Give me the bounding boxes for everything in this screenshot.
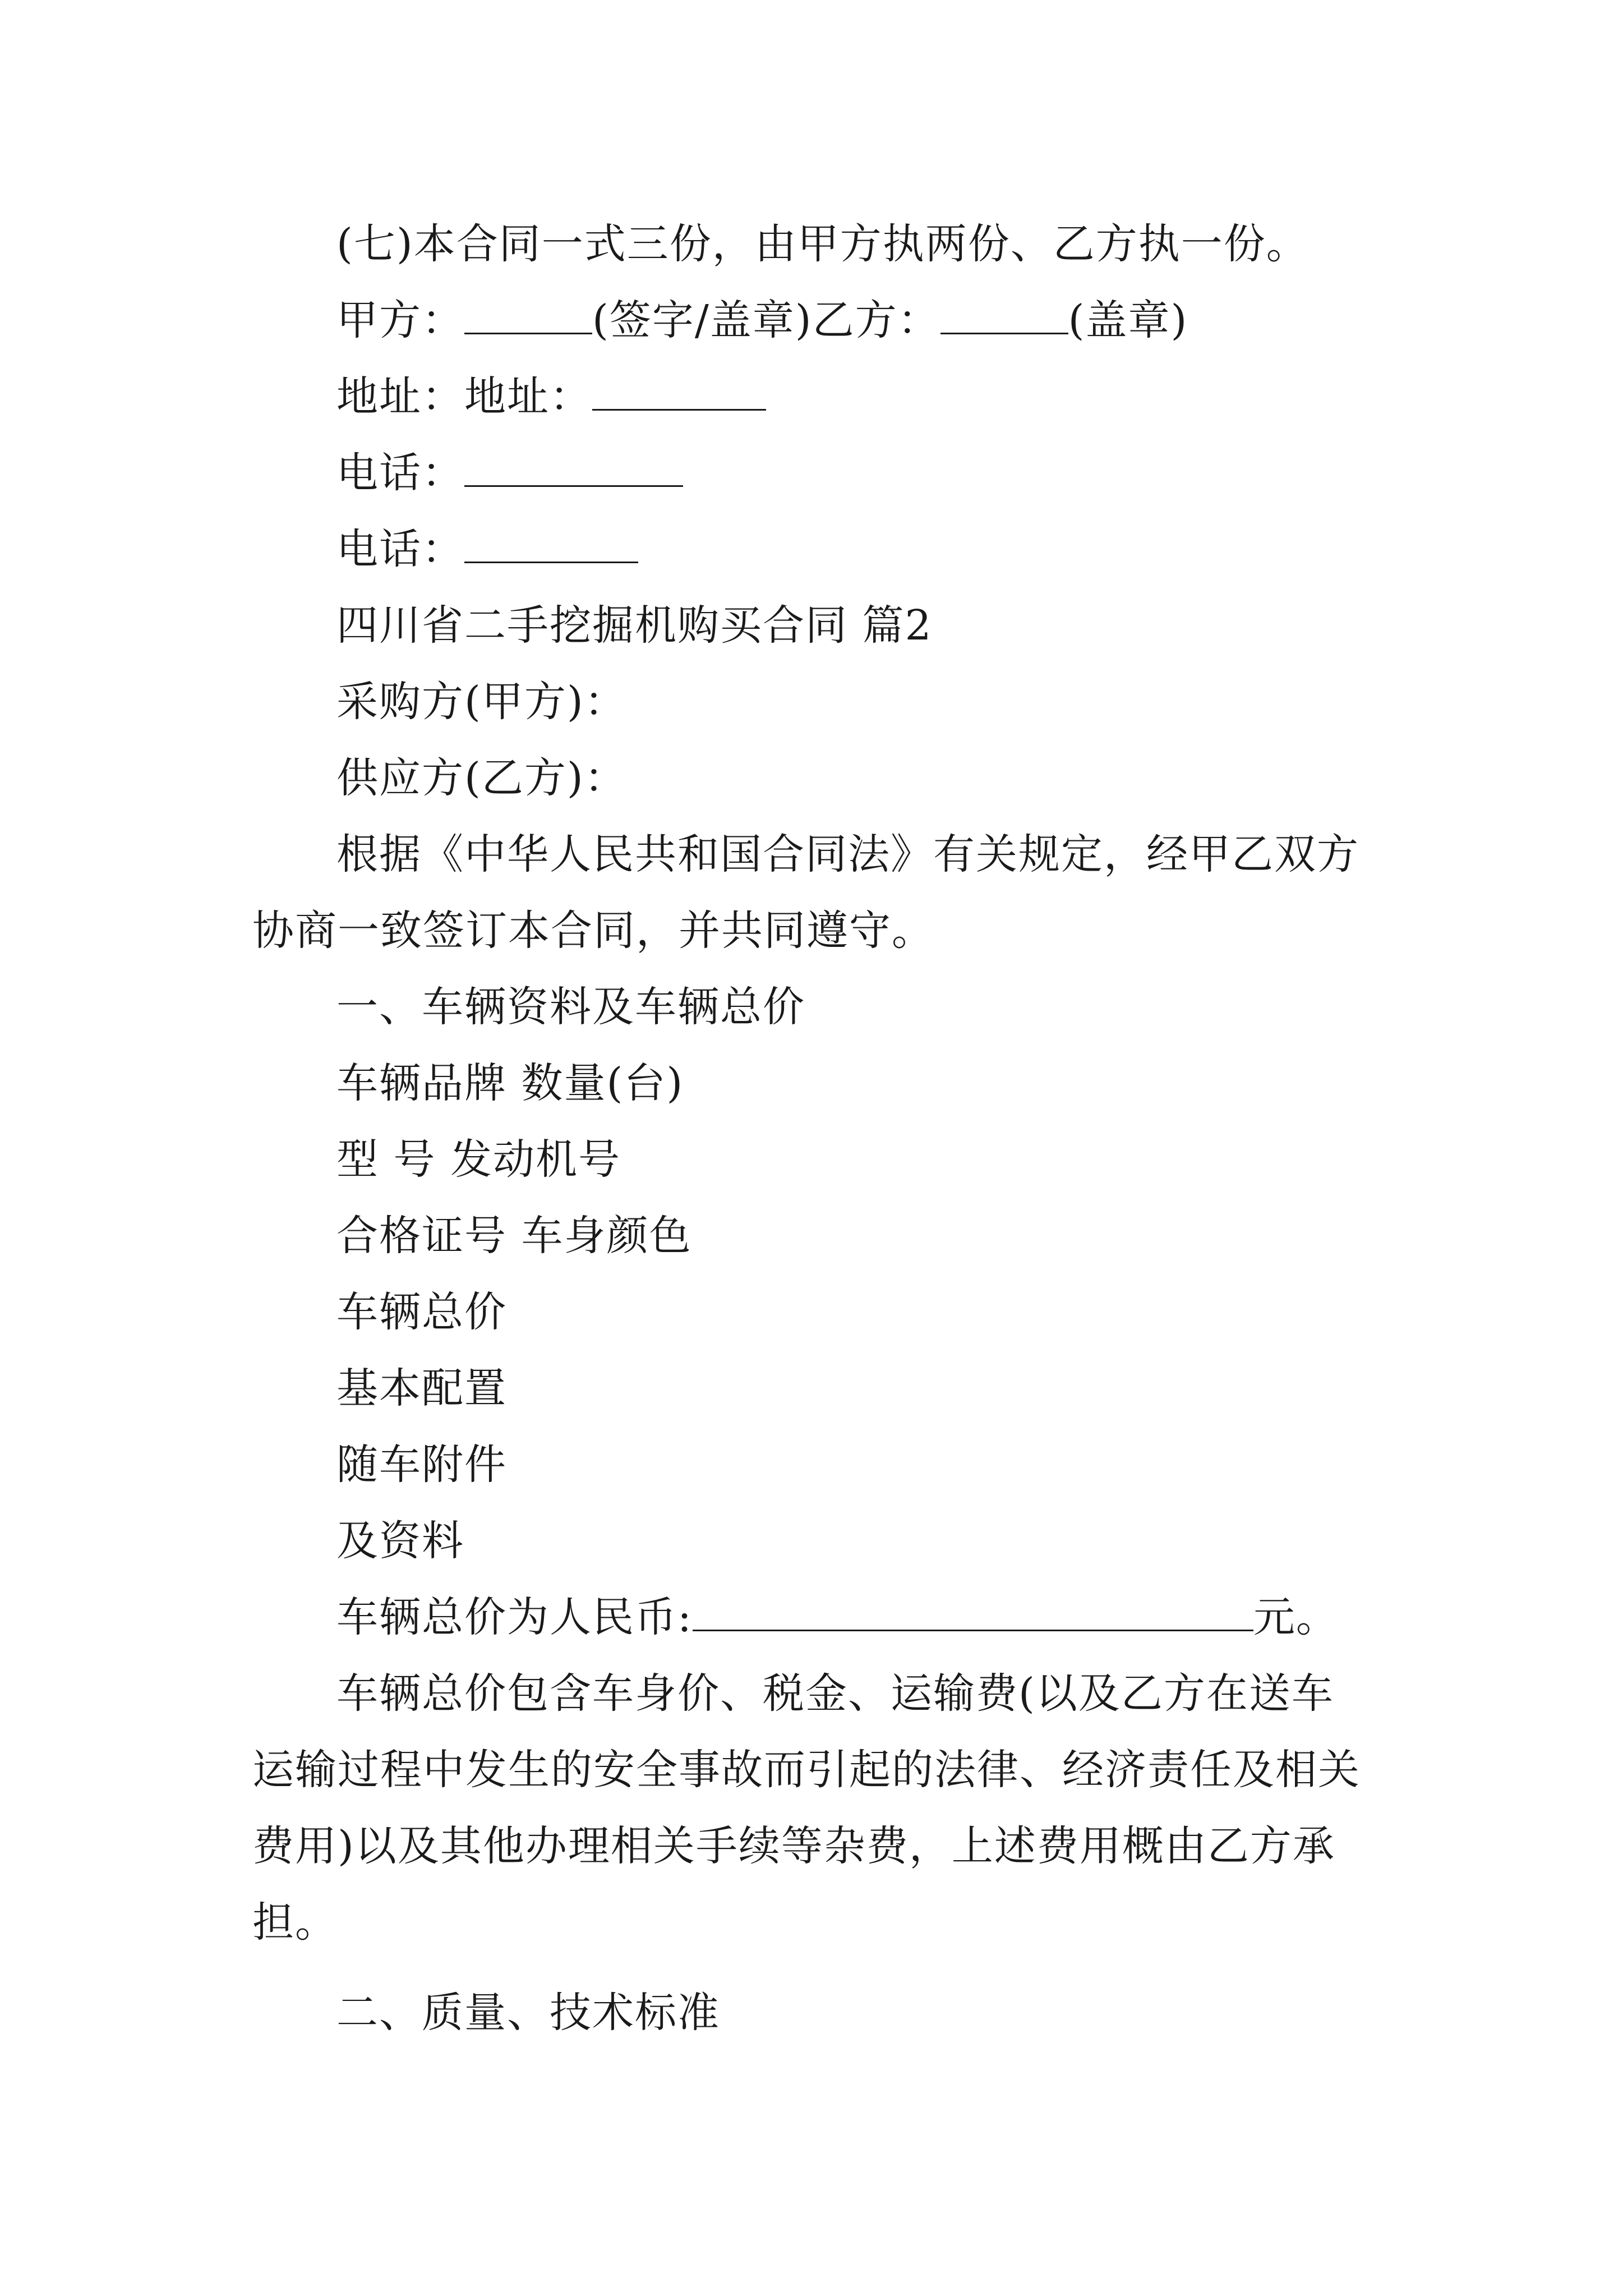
field-model-engine: 型 号 发动机号 [336, 1135, 621, 1184]
total-price-line [336, 1590, 1380, 1644]
preamble-line-1: 根据《中华人民共和国合同法》有关规定，经甲乙双方 [336, 830, 1359, 878]
field-total-price: 车辆总价 [336, 1288, 507, 1336]
field-accessories: 随车附件 [336, 1441, 507, 1489]
section-2-title: 二、质量、技术标准 [336, 1989, 720, 2037]
section-1-title: 一、车辆资料及车辆总价 [336, 983, 805, 1031]
party-b-suffix: (盖章) [1068, 296, 1188, 344]
address-label: 地址：地址： [336, 372, 592, 421]
price-note-line-2: 运输过程中发生的安全事故而引起的法律、经济责任及相关 [252, 1746, 1361, 1794]
price-note-line-4: 担。 [252, 1898, 338, 1947]
total-price-label: 车辆总价为人民币: [336, 1593, 693, 1641]
field-basic-config: 基本配置 [336, 1364, 507, 1412]
address-blank [592, 370, 766, 411]
party-a-signature-blank [464, 293, 592, 334]
price-note-line-3: 费用)以及其他办理相关手续等杂费，上述费用概由乙方承 [252, 1822, 1335, 1870]
phone-line-1 [336, 446, 1380, 500]
price-note-line-1: 车辆总价包含车身价、税金、运输费(以及乙方在送车 [336, 1669, 1334, 1718]
clause-7: (七)本合同一式三份，由甲方执两份、乙方执一份。 [336, 220, 1309, 268]
phone-label-2: 电话： [336, 525, 464, 573]
address-line [336, 370, 1380, 424]
total-price-unit: 元。 [1253, 1593, 1339, 1641]
supplier-label: 供应方(乙方)： [336, 754, 627, 802]
field-documents: 及资料 [336, 1517, 464, 1565]
phone-blank-1 [464, 446, 683, 487]
party-a-label: 甲方： [336, 296, 464, 344]
party-b-signature-blank [940, 293, 1068, 334]
phone-label-1: 电话： [336, 449, 464, 497]
phone-blank-2 [464, 522, 638, 563]
phone-line-2 [336, 522, 1380, 576]
signature-line [336, 293, 1380, 347]
field-brand-qty: 车辆品牌 数量(台) [336, 1059, 684, 1107]
part-2-title: 四川省二手挖掘机购买合同 篇2 [336, 601, 933, 650]
field-cert-color: 合格证号 车身颜色 [336, 1212, 692, 1260]
party-a-suffix: (签字/盖章)乙方： [592, 296, 940, 344]
total-price-blank [693, 1590, 1253, 1631]
preamble-line-2: 协商一致签订本合同，并共同遵守。 [252, 907, 934, 955]
buyer-label: 采购方(甲方)： [336, 678, 627, 726]
